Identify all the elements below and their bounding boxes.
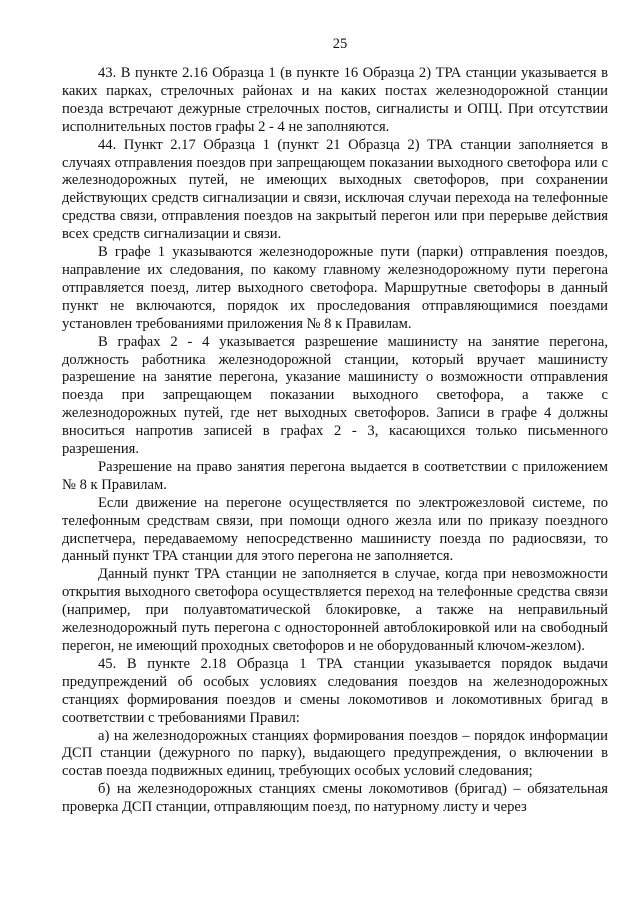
page-number: 25 (332, 36, 348, 52)
list-item-b: б) на железнодорожных станциях смены локомотивов (бригад) – обязательная проверка ДСП станции, отправляющим поезд, по натурному листу и через (62, 781, 608, 816)
paragraph-columns-2-4: В графах 2 - 4 указывается разрешение машинисту на занятие перегона, должность работника железнодорожной станции, который вручает машинисту разрешение на занятие перегона, указание машинисту о возможности отправления поезда при запрещающем показании выходного светофора, а также с железнодорожных путей, где нет выходных светофоров. Записи в графе 4 должны вноситься напротив записей в графах 2 - 3, касающихся только письменного разрешения. (62, 333, 608, 458)
paragraph-not-filled: Данный пункт ТРА станции не заполняется в случае, когда при невозможности открытия выходного светофора осуществляется переход на телефонные средства связи (например, при полуавтоматической блокировке, а также на неправильный железнодорожный путь перегона с односторонней автоблокировкой или на свободный перегон, не имеющий проходных светофоров и не оборудованный ключом-жезлом). (62, 566, 608, 654)
paragraph-45: 45. В пункте 2.18 Образца 1 ТРА станции указывается порядок выдачи предупреждений об особых условиях следования поездов на железнодорожных станциях формирования поездов и смены локомотивов и локомотивных бригад в соответствии с требованиями Правил: (62, 655, 608, 726)
paragraph-column-1: В графе 1 указываются железнодорожные пути (парки) отправления поездов, направление их следования, по какому главному железнодорожному пути перегона отправляется поезд, литер выходного светофора. Маршрутные светофоры в данный пункт не включаются, порядок их проследования отправляющимися поездами установлен требованиями приложения № 8 к Правилам. (62, 244, 608, 332)
paragraph-electrostaff: Если движение на перегоне осуществляется по электрожезловой системе, по телефонным средствам связи, при помощи одного жезла или по приказу поездного диспетчера, передаваемому непосредственно машинисту поезда по радиосвязи, то данный пункт ТРА станции для этого перегона не заполняется. (62, 494, 608, 565)
list-item-a: а) на железнодорожных станциях формирования поездов – порядок информации ДСП станции (дежурного по парку), выдающего предупреждения, о включении в состав поезда подвижных единиц, требующих особых условий следования; (62, 727, 608, 780)
paragraph-44: 44. Пункт 2.17 Образца 1 (пункт 21 Образца 2) ТРА станции заполняется в случаях отправления поездов при запрещающем показании выходного светофора или с железнодорожных путей, не имеющих выходных светофоров, при сохранении действующих средств сигнализации и связи, исключая случаи перехода на телефонные средства связи, отправления поездов на закрытый перегон или при перерыве действия всех средств сигнализации и связи. (62, 136, 608, 243)
paragraph-permission: Разрешение на право занятия перегона выдается в соответствии с приложением № 8 к Правилам. (62, 458, 608, 493)
paragraph-43: 43. В пункте 2.16 Образца 1 (в пункте 16 Образца 2) ТРА станции указывается в каких парках, стрелочных районах и на каких постах железнодорожной станции поезда встречают дежурные стрелочных постов, сигналисты и ОПЦ. При отсутствии исполнительных постов графы 2 - 4 не заполняются. (62, 65, 608, 135)
